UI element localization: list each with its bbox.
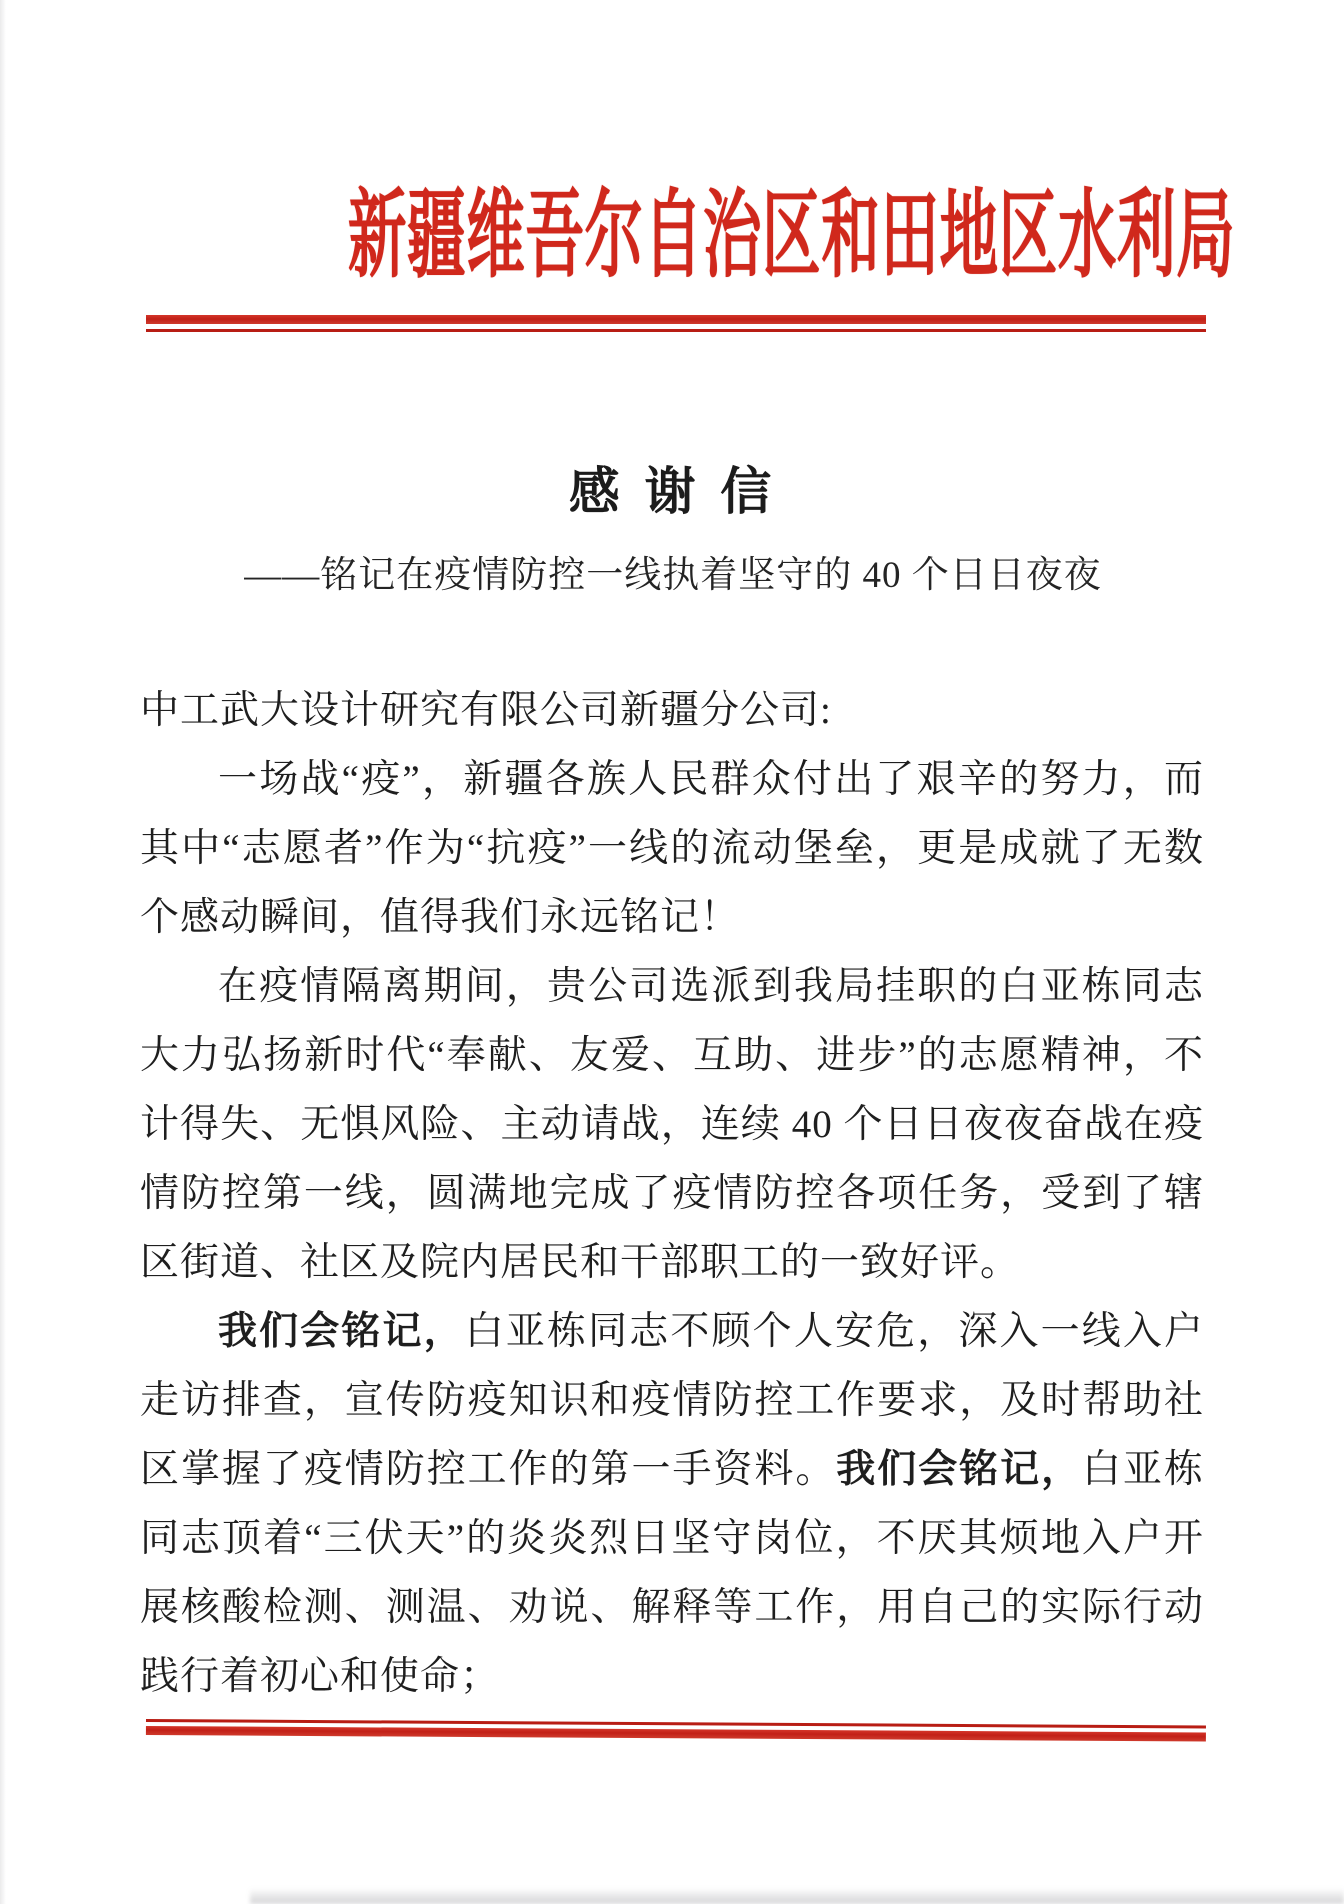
footer-rule-thick (146, 1726, 1206, 1741)
body-text: 白亚栋同志顶着“三伏天”的炎炎烈日坚守岗位，不厌其烦地入户开展核酸检测、测温、劝说、解释等工作，用自己的实际行动践行着初心和使命； (140, 1448, 1204, 1698)
letter-body (140, 676, 1204, 1711)
scan-edge-shadow-left (0, 0, 6, 1904)
letterhead-double-rule (146, 315, 1206, 332)
letter-subtitle: ——铭记在疫情防控一线执着坚守的 40 个日日夜夜 (244, 555, 1102, 596)
paragraph (140, 1297, 1204, 1711)
letter-title: 感 谢 信 (568, 465, 778, 521)
paragraph (140, 952, 1204, 1297)
letterhead-org-title: 新疆维吾尔自治区和田地区水利局 (347, 182, 1236, 289)
emphasis-text: 我们会铭记， (218, 1310, 465, 1353)
letterhead-rule-thin (146, 329, 1206, 332)
body-text: 白亚栋同志不顾个人安危，深入一线入户走访排查，宣传防疫知识和疫情防控工作要求，及时帮助社区掌握了疫情防控工作的第一手资料。 (140, 1310, 1204, 1491)
body-text: 在疫情隔离期间，贵公司选派到我局挂职的白亚栋同志大力弘扬新时代“奉献、友爱、互助、进步”的志愿精神，不计得失、无惧风险、主动请战，连续 40 个日日夜夜奋战在疫情防控第一线，圆满地完成了疫情防控各项任务，受到了辖区街道、社区及院内居民和干部职工的一致好评。 (140, 965, 1204, 1284)
footer-double-rule (146, 1719, 1206, 1741)
letter-body-paragraphs (140, 745, 1204, 1711)
salutation: 中工武大设计研究有限公司新疆分公司: (140, 689, 832, 732)
emphasis-text: 我们会铭记， (836, 1448, 1083, 1491)
scan-edge-shadow-bottom (250, 1888, 1344, 1904)
letterhead-rule-thick (146, 315, 1206, 324)
paragraph (140, 745, 1204, 952)
body-text: 一场战“疫”，新疆各族人民群众付出了艰辛的努力，而其中“志愿者”作为“抗疫”一线的流动堡垒，更是成就了无数个感动瞬间，值得我们永远铭记！ (140, 758, 1204, 939)
